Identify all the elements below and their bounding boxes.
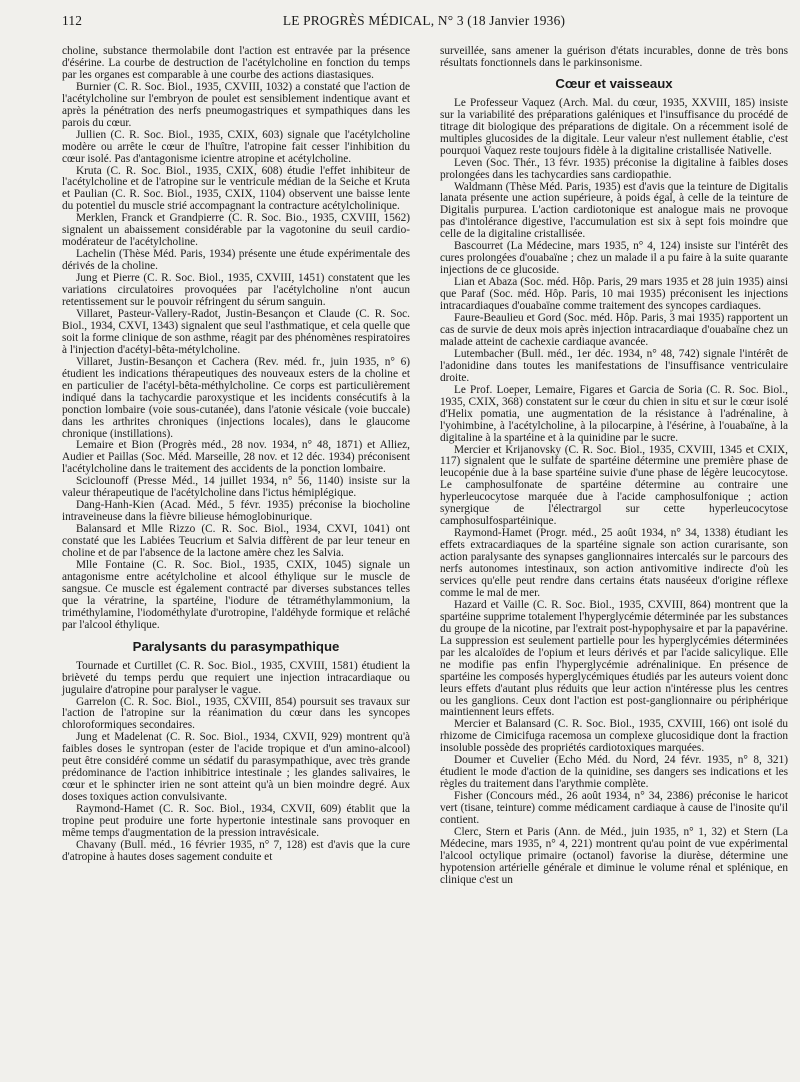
- paragraph: Leven (Soc. Thér., 13 févr. 1935) préconise la digitaline à faibles doses prolongées dans les tachycardies sans cardiopathie.: [440, 156, 788, 181]
- page-number: 112: [62, 13, 83, 28]
- paragraph: Jung et Madelenat (C. R. Soc. Biol., 1934, CXVII, 929) montrent qu'à faibles doses le syntropan (ester de l'acide tropique et d'un amino-alcool) peut être considéré comme un sédatif du parasympathique, avec très grande prédominance de l'action inhibitrice intestinale ; les glandes salivaires, le cœur et le sphincter irien ne sont atteint qu'à un bien moindre degré. Aux doses toxiques action convulsivante.: [62, 731, 410, 804]
- left-top-paragraphs: [62, 46, 410, 632]
- paragraph: Hazard et Vaille (C. R. Soc. Biol., 1935, CXVIII, 864) montrent que la spartéine supprime totalement l'hyperglycémie déterminée par les substances du groupe de la nicotine, par l'extrait post-hypophysaire et par la papavérine. La suppression est seulement partielle pour les hyperglycémies déterminées par les alcaloïdes de l'opium et leurs dérivés et par l'acide salicylique. Elle ne modifie pas enfin l'hyperglycémie adrénalinique. En présence de spartéine les composés hyperglycémiques étudiés par les auteurs voient donc leurs effets d'autant plus réduits que leur action n'intéresse plus les centres ou les ganglions. Ceux dont l'action est post-ganglionnaire ou périphérique maintiennent leurs effets.: [440, 598, 788, 719]
- left-column: [62, 46, 410, 864]
- section-heading-parasympathique: Paralysants du parasympathique: [132, 638, 340, 654]
- paragraph: Bascourret (La Médecine, mars 1935, n° 4, 124) insiste sur l'intérêt des cures prolongées d'ouabaïne ; chez un malade il a pu faire à la suite quarante injections de ce glucoside.: [440, 240, 788, 277]
- paragraph: Raymond-Hamet (Progr. méd., 25 août 1934, n° 34, 1338) étudiant les effets extracardiaques de la spartéine signale son action curarisante, son action paralysante des synapses ganglionnaires intercalés sur le parcours des nerfs autonomes intestinaux, son action antivomitive indirecte d'où les services qu'elle peut rendre dans certains états nauséeux d'origine réflexe comme le mal de mer.: [440, 527, 788, 599]
- paragraph: Mlle Fontaine (C. R. Soc. Biol., 1935, CXIX, 1045) signale un antagonisme entre acétylcholine et alcool éthylique sur le muscle de sangsue. Ce muscle est également contracté par diverses substances telles que la vératrine, la spartéine, l'iodure de tétraméthylammonium, la triméthylamine, l'iodométhylate d'urotropine, l'aldéhyde formique et relâché par l'alcool éthylique.: [62, 558, 410, 631]
- paragraph: Merklen, Franck et Grandpierre (C. R. Soc. Bio., 1935, CXVIII, 1562) signalent un abaissement considérable par la vagotonine du seuil cardio-modérateur de l'acétylcholine.: [62, 212, 410, 249]
- paragraph: Faure-Beaulieu et Gord (Soc. méd. Hôp. Paris, 3 mai 1935) rapportent un cas de survie de deux mois après injection intracardiaque d'ouabaïne chez un malade atteint de cachexie cardiaque avancée.: [440, 312, 788, 348]
- paragraph: Balansard et Mlle Rizzo (C. R. Soc. Biol., 1934, CXVI, 1041) ont constaté que les Labiées Teucrium et Salvia diffèrent de par leur teneur en choline et de par l'absence de la lactone amère chez les Salvia.: [62, 523, 410, 560]
- paragraph: Chavany (Bull. méd., 16 février 1935, n° 7, 128) est d'avis que la cure d'atropine à hautes doses sagement conduite et: [62, 838, 410, 863]
- section-heading-coeur-vaisseaux: Cœur et vaisseaux: [555, 75, 673, 91]
- paragraph: Villaret, Pasteur-Vallery-Radot, Justin-Besançon et Claude (C. R. Soc. Biol., 1934, CXVI, 1343) signalent que seul l'asthmatique, et cela quelle que soit la forme clinique de son asthme, réagit par des phénomènes respiratoires à l'injection d'acétyl-bêta-métylcholine.: [62, 307, 410, 356]
- paragraph: Burnier (C. R. Soc. Biol., 1935, CXVIII, 1032) a constaté que l'action de l'acétylcholine sur l'embryon de poulet est sensiblement indentique avant et après la pénétration des nerfs pneumogastriques et sympathiques dans les parois du cœur.: [62, 80, 410, 129]
- paragraph: choline, substance thermolabile dont l'action est entravée par la présence d'ésérine. La courbe de destruction de l'acétylcholine en fonction du temps par les organes est comparable à une courbe des actions diastasiques.: [62, 45, 410, 81]
- left-bottom-paragraphs: [62, 661, 410, 864]
- paragraph: Raymond-Hamet (C. R. Soc. Biol., 1934, CXVII, 609) établit que la tropine peut produire une forte hypertonie intestinale sans provoquer en même temps d'augmentation de la pression intravésicale.: [62, 803, 410, 839]
- paragraph: Jung et Pierre (C. R. Soc. Biol., 1935, CXVIII, 1451) constatent que les variations circulatoires provoquées par l'acétylcholine n'ont aucun retentissement sur le pouvoir réfringent du sérum sanguin.: [62, 272, 410, 309]
- paragraph: surveillée, sans amener la guérison d'états incurables, donne de très bons résultats fonctionnels dans le parkinsonisme.: [440, 45, 788, 69]
- paragraph: Lemaire et Bion (Progrès méd., 28 nov. 1934, n° 48, 1871) et Alliez, Audier et Paillas (Soc. Méd. Marseille, 28 nov. et 12 déc. 1934) préconisent l'acétylcholine dans le traitement des accidents de la ponction lombaire.: [62, 439, 410, 476]
- right-bottom-paragraphs: [440, 98, 788, 887]
- paragraph: Doumer et Cuvelier (Echo Méd. du Nord, 24 févr. 1935, n° 8, 321) étudient le mode d'action de la quinidine, ses dangers ses indications et les règles du traitement dans l'arythmie complète.: [440, 754, 788, 791]
- paragraph: Kruta (C. R. Soc. Biol., 1935, CXIX, 608) étudie l'effet inhibiteur de l'acétylcholine et de l'atropine sur le ventricule médian de la Seiche et Kruta et Paulian (C. R. Soc. Biol., 1935, CXIX, 1104) observent une baisse lente du potentiel du muscle strié accompagnant la contracture acétylcholinique.: [62, 164, 410, 213]
- paragraph: Jullien (C. R. Soc. Biol., 1935, CXIX, 603) signale que l'acétylcholine modère ou arrête le cœur de l'huître, l'atropine fait cesser l'inhibition du cœur isolé. Pas d'antagonisme icientre atropine et acétylcholine.: [62, 128, 410, 165]
- paragraph: Waldmann (Thèse Méd. Paris, 1935) est d'avis que la teinture de Digitalis lanata présente une action supérieure, à poids égal, à celle de la teinture de Digitalis purpurea. L'action cardiotonique est analogue mais ne provoque pas d'intolérance digestive, l'accumulation est six à sept fois moindre que celle de la digitaline cristallisée.: [440, 180, 788, 241]
- page-header: [62, 13, 786, 33]
- paragraph: Le Prof. Loeper, Lemaire, Figares et Garcia de Soria (C. R. Soc. Biol., 1935, CXIX, 368) constatent sur le cœur du chien in situ et sur le cœur isolé d'Helix pomatia, une augmentation de la résistance à l'adrénaline, à l'yohimbine, à l'acétylcholine, à la pilocarpine, à l'ésérine, à l'ouabaïne, à la digitaline à la spartéine et à la quinidine par le sucre.: [440, 383, 788, 444]
- paragraph: Tournade et Curtillet (C. R. Soc. Biol., 1935, CXVIII, 1581) étudient la brièveté du temps perdu que requiert une injection intracardiaque ou jugulaire d'atropine pour paralyser le vague.: [62, 659, 410, 696]
- right-column: [440, 46, 788, 887]
- paragraph: Garrelon (C. R. Soc. Biol., 1935, CXVIII, 854) poursuit ses travaux sur l'action de l'atropine sur la réanimation du cœur dans les syncopes chloroformiques secondaires.: [62, 695, 410, 732]
- right-top-paragraphs: [440, 46, 788, 70]
- paragraph: Lutembacher (Bull. méd., 1er déc. 1934, n° 48, 742) signale l'intérêt de l'adonidine dans toutes les manifestations de l'insuffisance ventriculaire droite.: [440, 347, 788, 384]
- paragraph: Mercier et Krijanovsky (C. R. Soc. Biol., 1935, CXVIII, 1345 et CXIX, 117) signalent que le sulfate de spartéine détermine une première phase de leucopénie due à la base spartéine suivie d'une phase de légère leucocytose. Le camphosulfonate de spartéine détermine au contraire une hyperleucocytose marquée due à l'acide camphosulfonique ; action synergique de l'électrargol sur cette hyperleucocytose camphosulfospartéinique.: [440, 443, 788, 528]
- paragraph: Sciclounoff (Presse Méd., 14 juillet 1934, n° 56, 1140) insiste sur la valeur thérapeutique de l'acétylcholine dans l'ictus hémiplégique.: [62, 475, 410, 500]
- running-title: LE PROGRÈS MÉDICAL, N° 3 (18 Janvier 1936): [282, 13, 566, 28]
- paragraph: Dang-Hanh-Kien (Acad. Méd., 5 févr. 1935) préconise la biocholine intraveineuse dans la fièvre bilieuse hémoglobinurique.: [62, 499, 410, 524]
- paragraph: Fisher (Concours méd., 26 août 1934, n° 34, 2386) préconise le haricot vert (tisane, teinture) comme médicament cardiaque à cause de l'inosite qu'il contient.: [440, 790, 788, 827]
- paragraph: Lian et Abaza (Soc. méd. Hôp. Paris, 29 mars 1935 et 28 juin 1935) ainsi que Paraf (Soc. méd. Hôp. Paris, 10 mai 1935) préconisent les injections intracardiaques d'ouabaïne comme traitement des syncopes cardiaques.: [440, 276, 788, 313]
- paragraph: Clerc, Stern et Paris (Ann. de Méd., juin 1935, n° 1, 32) et Stern (La Médecine, mars 1935, n° 4, 221) montrent qu'au point de vue expérimental l'alcool octylique primaire (octanol) favorise la diurèse, détermine une hypotension artérielle générale et diminue le volume rénal et splénique, en clinique c'est un: [440, 826, 788, 886]
- paragraph: Villaret, Justin-Besançon et Cachera (Rev. méd. fr., juin 1935, n° 6) étudient les indications thérapeutiques des nouveaux esters de la choline et en particulier de l'acétyl-bêta-méthylcholine. Ce corps est particulièrement indiqué dans la tachycardie paroxystique et les incidents consécutifs à la ponction lombaire (voie sous-cutanée), dans l'atonie vésicale (voie buccale) dans les arthrites chroniques (injections locales), dans le glaucome chronique (instillations).: [62, 355, 410, 440]
- paragraph: Mercier et Balansard (C. R. Soc. Biol., 1935, CXVIII, 166) ont isolé du rhizome de Cimicifuga racemosa un complexe glucosidique dont la fraction insoluble possède des propriétés cardiotoxiques marquées.: [440, 718, 788, 755]
- paragraph: Lachelin (Thèse Méd. Paris, 1934) présente une étude expérimentale des dérivés de la choline.: [62, 248, 410, 273]
- paragraph: Le Professeur Vaquez (Arch. Mal. du cœur, 1935, XXVIII, 185) insiste sur la variabilité des préparations galéniques et l'insuffisance du procédé de titrage dit biologique des préparations de digitale. On a récemment isolé de multiples glucosides de la digitale. Leur valeur n'est nullement établie, c'est pourquoi Vaquez reste toujours fidèle à la digitaline cristallisée Nativelle.: [440, 96, 788, 157]
